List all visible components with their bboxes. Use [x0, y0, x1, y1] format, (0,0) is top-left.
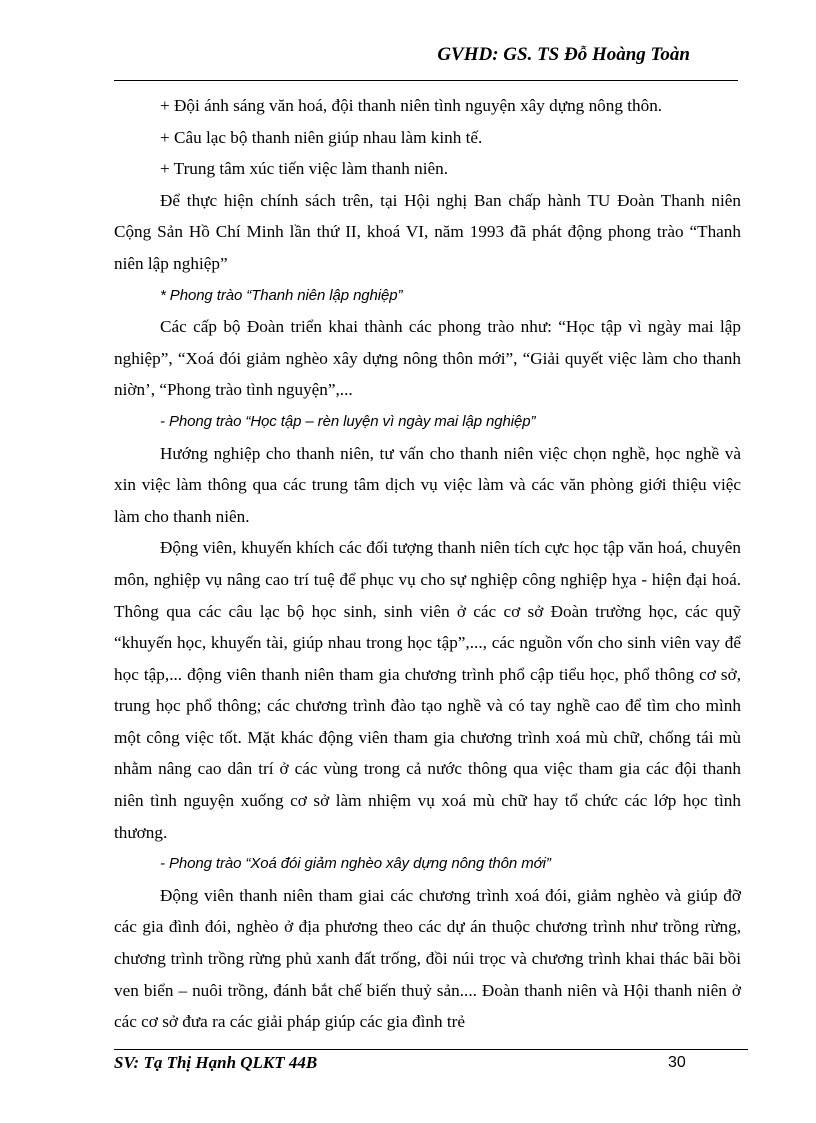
footer-rule	[114, 1049, 748, 1050]
page-body	[114, 90, 741, 1038]
paragraph: Động viên thanh niên tham giai các chương trình xoá đói, giảm nghèo và giúp đỡ các gia đình đói, nghèo ở địa phương theo các dự án thuộc chương trình như trồng rừng, chương trình trồng rừng phủ xanh đất trống, đồi núi trọc và chương trình khai thác bãi bồi ven biển – nuôi trồng, đánh bắt chế biến thuỷ sản.... Đoàn thanh niên và Hội thanh niên ở các cơ sở đưa ra các giải pháp giúp các gia đình trẻ	[114, 885, 741, 1032]
page-number: 30	[668, 1054, 686, 1071]
paragraph: Các cấp bộ Đoàn triển khai thành các phong trào như: “Học tập vì ngày mai lập nghiệp”, “Xoá đói giảm nghèo xây dựng nông thôn mới”, “Giải quyết việc làm cho thanh niờn’, “Phong trào tình nguyện”,...	[114, 317, 741, 400]
section-heading: - Phong trào “Xoá đói giảm nghèo xây dựng nông thôn mới”	[160, 855, 551, 873]
section-heading: - Phong trào “Học tập – rèn luyện vì ngày mai lập nghiệp”	[160, 412, 536, 430]
paragraph: Động viên, khuyến khích các đối tượng thanh niên tích cực học tập văn hoá, chuyên môn, nghiệp vụ nâng cao trí tuệ để phục vụ cho sự nghiệp công nghiệp hỵa - hiện đại hoá. Thông qua các câu lạc bộ học sinh, sinh viên ở các cơ sở Đoàn trường học, các quỹ “khuyến học, khuyến tài, giúp nhau trong học tập”,..., các nguồn vốn cho sinh viên vay để học tập,... động viên thanh niên tham gia chương trình phổ cập tiểu học, phổ thông cơ sở, trung học phổ thông; các chương trình đào tạo nghề và có tay nghề cao để tìm cho mình một công việc tốt. Mặt khác động viên tham gia chương trình xoá mù chữ, chống tái mù nhằm nâng cao dân trí ở các vùng trong cả nước thông qua việc tham gia các đội thanh niên tình nguyện xuống cơ sở làm nhiệm vụ xoá mù chữ hay tổ chức các lớp học tình thương.	[114, 538, 741, 842]
section-heading: * Phong trào “Thanh niên lập nghiệp”	[160, 286, 403, 304]
paragraph: + Câu lạc bộ thanh niên giúp nhau làm kinh tế.	[160, 127, 483, 147]
paragraph: + Trung tâm xúc tiến việc làm thanh niên.	[160, 159, 448, 179]
paragraph: Hướng nghiệp cho thanh niên, tư vấn cho thanh niên việc chọn nghề, học nghề và xin việc làm thông qua các trung tâm dịch vụ việc làm và các văn phòng giới thiệu việc làm cho thanh niên.	[114, 443, 741, 526]
header-rule	[114, 80, 738, 81]
footer-student: SV: Tạ Thị Hạnh QLKT 44B	[114, 1053, 318, 1072]
paragraph: Để thực hiện chính sách trên, tại Hội nghị Ban chấp hành TU Đoàn Thanh niên Cộng Sản Hồ Chí Minh lần thứ II, khoá VI, năm 1993 đã phát động phong trào “Thanh niên lập nghiệp”	[114, 190, 741, 273]
header-supervisor: GVHD: GS. TS Đỗ Hoàng Toàn	[437, 44, 690, 65]
paragraph: + Đội ánh sáng văn hoá, đội thanh niên tình nguyện xây dựng nông thôn.	[160, 96, 663, 115]
